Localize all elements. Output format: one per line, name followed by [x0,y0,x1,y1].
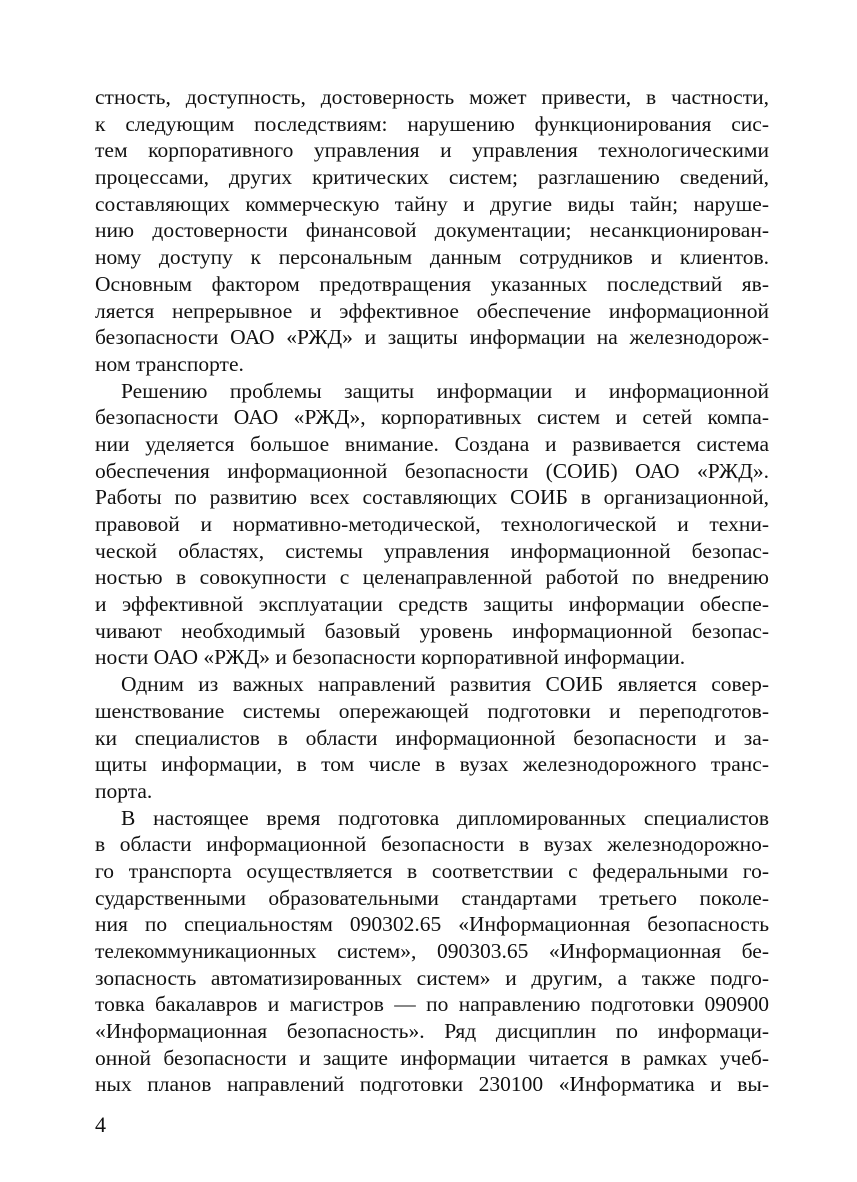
text-line: правовой и нормативно-методической, технологической и техни- [95,512,769,536]
text-line: стность, доступность, достоверность может привести, в частности, [95,85,769,109]
page-number: 4 [95,1112,106,1137]
text-line: и эффективной эксплуатации средств защиты информации обеспе- [95,592,769,617]
text-line: Работы по развитию всех составляющих СОИБ в организационной, [95,485,769,510]
text-line: порта. [95,778,153,803]
text-line: в области информационной безопасности в вузах железнодорожно- [95,832,769,857]
text-line: шенствование системы опережающей подготовки и переподготов- [95,698,769,723]
text-line: ном транспорте. [95,351,244,376]
text-line: ки специалистов в области информационной безопасности и за- [95,725,769,750]
paragraph [95,378,769,672]
text-line: сударственными образовательными стандартами третьего поколе- [95,885,769,910]
text-line: безопасности ОАО «РЖД», корпоративных систем и сетей компа- [95,405,769,430]
text-line: составляющих коммерческую тайну и другие виды тайн; наруше- [95,191,769,216]
page-body [95,84,769,1098]
text-line: ческой областях, системы управления информационной безопас- [95,538,769,563]
text-line: товка бакалавров и магистров — по направлению подготовки 090900 [95,992,769,1017]
text-line: зопасность автоматизированных систем» и другим, а также подго- [95,965,769,990]
text-line: ностью в совокупности с целенаправленной работой по внедрению [95,565,769,590]
text-line: процессами, других критических систем; разглашению сведений, [95,165,769,190]
text-line: щиты информации, в том числе в вузах железнодорожного транс- [95,752,769,777]
text-line: обеспечения информационной безопасности (СОИБ) ОАО «РЖД». [95,458,769,483]
text-line: ния по специальностям 090302.65 «Информационная безопасность [95,912,769,937]
text-line: Основным фактором предотвращения указанных последствий яв- [95,271,769,296]
text-line: Решению проблемы защиты информации и информационной [121,378,769,403]
paragraph [95,84,769,378]
paragraph [95,805,769,1099]
text-line: ляется непрерывное и эффективное обеспечение информационной [95,298,769,323]
text-line: тем корпоративного управления и управления технологическими [95,138,769,163]
text-line: телекоммуникационных систем», 090303.65 «Информационная бе- [95,939,769,963]
text-line: онной безопасности и защите информации читается в рамках учеб- [95,1045,769,1070]
text-line: ных планов направлений подготовки 230100 «Информатика и вы- [95,1072,769,1097]
text-line: ному доступу к персональным данным сотрудников и клиентов. [95,245,769,270]
text-line: «Информационная безопасность». Ряд дисциплин по информаци- [95,1019,769,1044]
text-line: Одним из важных направлений развития СОИБ является совер- [121,672,769,697]
paragraph [95,671,769,804]
text-line: ности ОАО «РЖД» и безопасности корпоративной информации. [95,645,686,670]
text-line: безопасности ОАО «РЖД» и защиты информации на железнодорож- [95,325,769,350]
text-line: нию достоверности финансовой документации; несанкционирован- [95,218,769,243]
text-line: го транспорта осуществляется в соответствии с федеральными го- [95,858,769,883]
text-line: В настоящее время подготовка дипломированных специалистов [121,805,769,830]
text-line: нии уделяется большое внимание. Создана и развивается система [95,431,769,456]
text-line: чивают необходимый базовый уровень информационной безопас- [95,618,769,643]
text-line: к следующим последствиям: нарушению функционирования сис- [95,111,769,136]
